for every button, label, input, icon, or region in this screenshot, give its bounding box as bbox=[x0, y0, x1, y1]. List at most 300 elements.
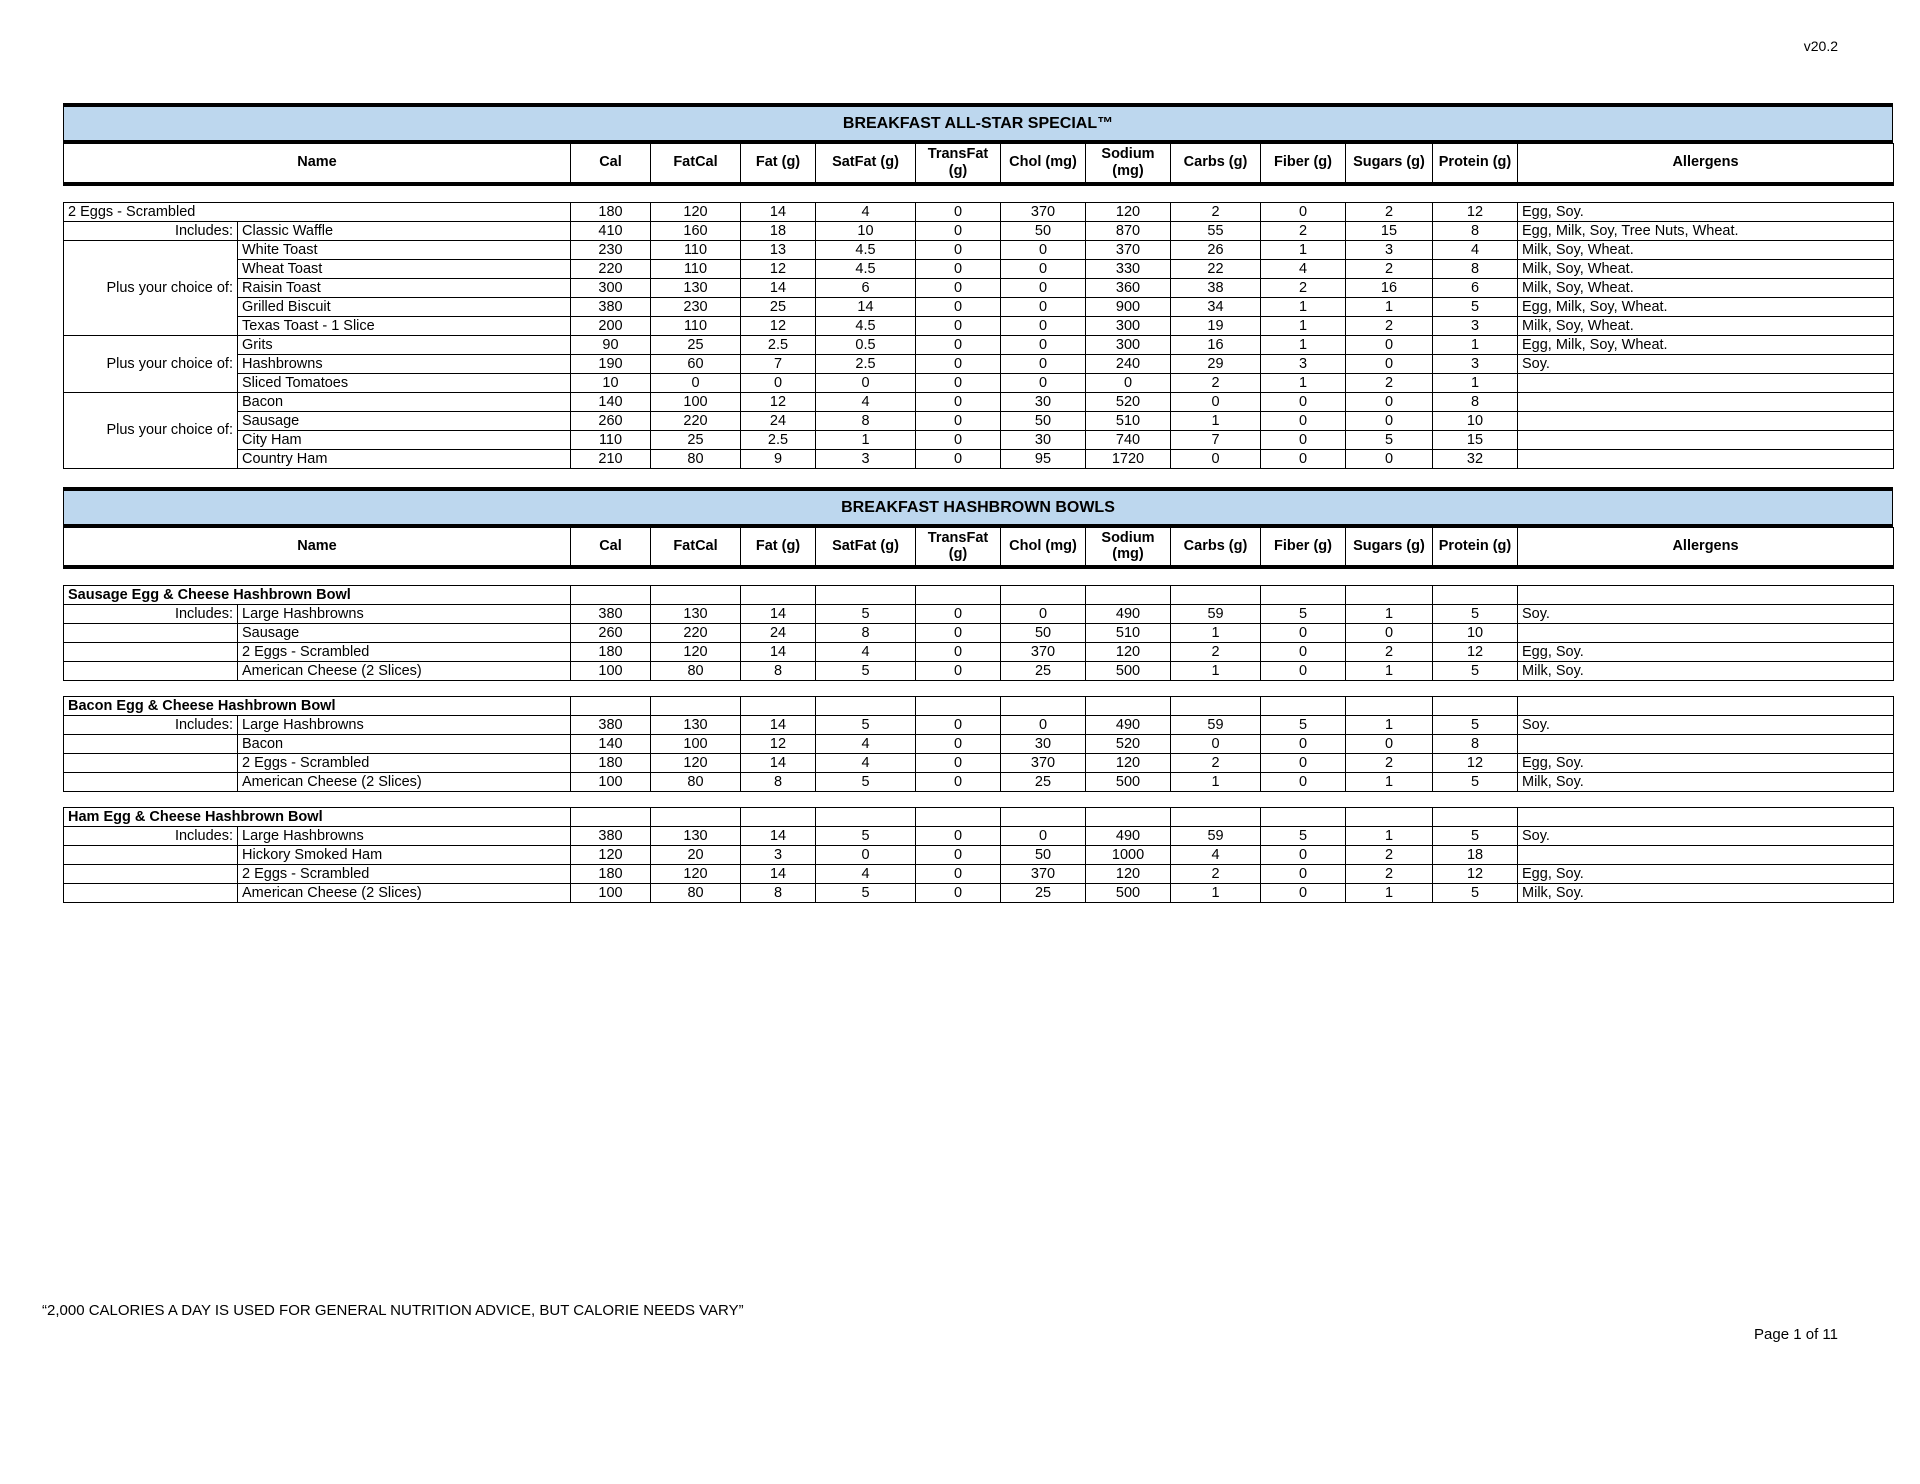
value-cell: 5 bbox=[1261, 827, 1346, 846]
value-cell: 8 bbox=[1433, 259, 1518, 278]
value-cell: 24 bbox=[741, 624, 816, 643]
value-cell: 500 bbox=[1086, 773, 1171, 792]
value-cell: 160 bbox=[651, 221, 741, 240]
value-cell: 14 bbox=[741, 865, 816, 884]
allergens-cell: Egg, Milk, Soy, Wheat. bbox=[1518, 297, 1894, 316]
value-cell: 14 bbox=[741, 716, 816, 735]
item-name-cell: Grilled Biscuit bbox=[238, 297, 571, 316]
section-title-cell: Bacon Egg & Cheese Hashbrown Bowl bbox=[64, 697, 571, 716]
value-cell: 2 bbox=[1171, 754, 1261, 773]
value-cell: 0 bbox=[1001, 716, 1086, 735]
value-cell: 380 bbox=[571, 716, 651, 735]
value-cell: 2 bbox=[1346, 259, 1433, 278]
value-cell: 14 bbox=[741, 278, 816, 297]
value-cell: 490 bbox=[1086, 716, 1171, 735]
value-cell: 5 bbox=[1433, 297, 1518, 316]
allergens-cell bbox=[1518, 586, 1894, 605]
value-cell: 5 bbox=[816, 662, 916, 681]
section-row bbox=[64, 697, 1894, 716]
section-title-cell: Sausage Egg & Cheese Hashbrown Bowl bbox=[64, 586, 571, 605]
value-cell: 12 bbox=[1433, 643, 1518, 662]
item-row bbox=[64, 624, 1894, 643]
value-cell: 2 bbox=[1261, 221, 1346, 240]
value-cell: 520 bbox=[1086, 735, 1171, 754]
value-cell: 5 bbox=[1433, 716, 1518, 735]
value-cell: 200 bbox=[571, 316, 651, 335]
value-cell: 100 bbox=[571, 773, 651, 792]
nutrition-rows bbox=[63, 202, 1894, 469]
value-cell: 0 bbox=[1261, 773, 1346, 792]
value-cell: 900 bbox=[1086, 297, 1171, 316]
value-cell: 100 bbox=[651, 735, 741, 754]
value-cell: 120 bbox=[571, 846, 651, 865]
value-cell: 2 bbox=[1171, 643, 1261, 662]
value-cell: 3 bbox=[1346, 240, 1433, 259]
allergens-cell: Soy. bbox=[1518, 605, 1894, 624]
table-body bbox=[63, 202, 1893, 469]
value-cell: 2.5 bbox=[816, 354, 916, 373]
value-cell: 30 bbox=[1001, 735, 1086, 754]
item-row bbox=[64, 354, 1894, 373]
value-cell bbox=[1433, 808, 1518, 827]
value-cell: 870 bbox=[1086, 221, 1171, 240]
value-cell: 0 bbox=[1261, 430, 1346, 449]
value-cell: 0 bbox=[1001, 354, 1086, 373]
allergens-cell: Soy. bbox=[1518, 716, 1894, 735]
value-cell: 0 bbox=[1001, 278, 1086, 297]
col-header-satfat: SatFat (g) bbox=[816, 527, 916, 567]
calorie-advice-note: “2,000 CALORIES A DAY IS USED FOR GENERAL NUTRITION ADVICE, BUT CALORIE NEEDS VARY” bbox=[42, 1302, 744, 1319]
value-cell: 0 bbox=[741, 373, 816, 392]
value-cell bbox=[651, 808, 741, 827]
group-label-cell bbox=[64, 773, 238, 792]
value-cell: 2.5 bbox=[741, 335, 816, 354]
value-cell: 4.5 bbox=[816, 240, 916, 259]
value-cell: 8 bbox=[1433, 735, 1518, 754]
value-cell: 60 bbox=[651, 354, 741, 373]
item-row bbox=[64, 259, 1894, 278]
item-row bbox=[64, 278, 1894, 297]
item-name-cell: Sausage bbox=[238, 411, 571, 430]
value-cell: 0 bbox=[916, 865, 1001, 884]
value-cell: 180 bbox=[571, 865, 651, 884]
value-cell: 6 bbox=[1433, 278, 1518, 297]
item-name-cell: 2 Eggs - Scrambled bbox=[238, 643, 571, 662]
value-cell: 300 bbox=[1086, 335, 1171, 354]
value-cell: 2 bbox=[1346, 202, 1433, 221]
table-breakfast-all-star-special bbox=[63, 103, 1893, 469]
item-row bbox=[64, 827, 1894, 846]
value-cell: 4 bbox=[816, 754, 916, 773]
value-cell: 0 bbox=[1171, 735, 1261, 754]
value-cell: 12 bbox=[1433, 202, 1518, 221]
value-cell: 0 bbox=[1346, 624, 1433, 643]
value-cell: 1 bbox=[1261, 373, 1346, 392]
allergens-cell bbox=[1518, 846, 1894, 865]
item-row bbox=[64, 846, 1894, 865]
value-cell: 0 bbox=[1171, 392, 1261, 411]
value-cell: 1 bbox=[1346, 605, 1433, 624]
table-body bbox=[63, 585, 1893, 903]
value-cell: 490 bbox=[1086, 827, 1171, 846]
value-cell bbox=[1171, 586, 1261, 605]
col-header-satfat: SatFat (g) bbox=[816, 144, 916, 184]
value-cell: 12 bbox=[1433, 754, 1518, 773]
value-cell: 15 bbox=[1346, 221, 1433, 240]
value-cell: 4 bbox=[816, 392, 916, 411]
value-cell: 4.5 bbox=[816, 259, 916, 278]
section-title-cell: Ham Egg & Cheese Hashbrown Bowl bbox=[64, 808, 571, 827]
value-cell: 2 bbox=[1171, 865, 1261, 884]
value-cell: 59 bbox=[1171, 827, 1261, 846]
value-cell: 1 bbox=[1346, 297, 1433, 316]
item-name-cell: Wheat Toast bbox=[238, 259, 571, 278]
value-cell: 50 bbox=[1001, 624, 1086, 643]
allergens-cell bbox=[1518, 373, 1894, 392]
value-cell: 1 bbox=[1261, 297, 1346, 316]
value-cell: 110 bbox=[651, 259, 741, 278]
value-cell: 0 bbox=[916, 278, 1001, 297]
item-name-cell: Bacon bbox=[238, 392, 571, 411]
value-cell: 180 bbox=[571, 643, 651, 662]
item-name-cell: Sausage bbox=[238, 624, 571, 643]
value-cell: 3 bbox=[816, 449, 916, 468]
section-row bbox=[64, 586, 1894, 605]
item-row bbox=[64, 335, 1894, 354]
value-cell: 50 bbox=[1001, 846, 1086, 865]
col-header-sodium: Sodium (mg) bbox=[1086, 527, 1171, 567]
value-cell bbox=[916, 697, 1001, 716]
item-row bbox=[64, 240, 1894, 259]
value-cell: 24 bbox=[741, 411, 816, 430]
item-row bbox=[64, 430, 1894, 449]
value-cell: 19 bbox=[1171, 316, 1261, 335]
value-cell: 32 bbox=[1433, 449, 1518, 468]
value-cell: 0 bbox=[816, 846, 916, 865]
value-cell: 220 bbox=[571, 259, 651, 278]
value-cell: 0 bbox=[1001, 316, 1086, 335]
value-cell: 59 bbox=[1171, 716, 1261, 735]
value-cell: 1 bbox=[1346, 884, 1433, 903]
value-cell: 2 bbox=[1171, 373, 1261, 392]
value-cell bbox=[741, 697, 816, 716]
value-cell bbox=[571, 586, 651, 605]
group-label-cell bbox=[64, 754, 238, 773]
value-cell: 0 bbox=[1346, 335, 1433, 354]
value-cell: 0 bbox=[816, 373, 916, 392]
value-cell: 22 bbox=[1171, 259, 1261, 278]
value-cell: 3 bbox=[1433, 316, 1518, 335]
item-row bbox=[64, 221, 1894, 240]
value-cell: 520 bbox=[1086, 392, 1171, 411]
value-cell: 0 bbox=[916, 846, 1001, 865]
value-cell: 80 bbox=[651, 884, 741, 903]
value-cell: 1 bbox=[1171, 411, 1261, 430]
value-cell: 380 bbox=[571, 297, 651, 316]
value-cell: 0 bbox=[1261, 624, 1346, 643]
value-cell: 3 bbox=[1261, 354, 1346, 373]
col-header-cal: Cal bbox=[571, 527, 651, 567]
value-cell bbox=[571, 808, 651, 827]
col-header-allergens: Allergens bbox=[1518, 144, 1894, 184]
value-cell bbox=[1001, 697, 1086, 716]
value-cell: 110 bbox=[651, 316, 741, 335]
col-header-fat: Fat (g) bbox=[741, 144, 816, 184]
value-cell: 120 bbox=[1086, 865, 1171, 884]
value-cell: 0 bbox=[1261, 202, 1346, 221]
value-cell: 4 bbox=[816, 865, 916, 884]
value-cell bbox=[1261, 697, 1346, 716]
value-cell: 120 bbox=[651, 865, 741, 884]
value-cell: 0 bbox=[916, 624, 1001, 643]
value-cell: 110 bbox=[571, 430, 651, 449]
item-name-cell: City Ham bbox=[238, 430, 571, 449]
value-cell: 2 bbox=[1261, 278, 1346, 297]
group-label-cell bbox=[64, 865, 238, 884]
value-cell bbox=[741, 586, 816, 605]
value-cell: 180 bbox=[571, 202, 651, 221]
col-header-transfat: TransFat (g) bbox=[916, 144, 1001, 184]
value-cell: 4 bbox=[1261, 259, 1346, 278]
item-name-cell: American Cheese (2 Slices) bbox=[238, 662, 571, 681]
allergens-cell bbox=[1518, 624, 1894, 643]
item-row bbox=[64, 716, 1894, 735]
value-cell: 12 bbox=[741, 259, 816, 278]
item-row bbox=[64, 202, 1894, 221]
value-cell: 2.5 bbox=[741, 430, 816, 449]
page-number: Page 1 of 11 bbox=[1754, 1326, 1838, 1343]
value-cell: 0 bbox=[1001, 605, 1086, 624]
value-cell: 180 bbox=[571, 754, 651, 773]
item-row bbox=[64, 662, 1894, 681]
value-cell: 25 bbox=[1001, 773, 1086, 792]
value-cell: 0 bbox=[916, 202, 1001, 221]
value-cell: 7 bbox=[1171, 430, 1261, 449]
value-cell: 130 bbox=[651, 827, 741, 846]
item-name-cell: Sliced Tomatoes bbox=[238, 373, 571, 392]
group-label-cell bbox=[64, 846, 238, 865]
col-header-allergens: Allergens bbox=[1518, 527, 1894, 567]
group-label-cell: Includes: bbox=[64, 716, 238, 735]
item-name-cell: American Cheese (2 Slices) bbox=[238, 773, 571, 792]
value-cell: 34 bbox=[1171, 297, 1261, 316]
item-name-cell: White Toast bbox=[238, 240, 571, 259]
item-name-cell: Grits bbox=[238, 335, 571, 354]
col-header-chol: Chol (mg) bbox=[1001, 144, 1086, 184]
value-cell bbox=[1086, 586, 1171, 605]
value-cell: 2 bbox=[1346, 373, 1433, 392]
allergens-cell: Egg, Soy. bbox=[1518, 202, 1894, 221]
value-cell: 4 bbox=[1171, 846, 1261, 865]
value-cell: 55 bbox=[1171, 221, 1261, 240]
value-cell: 120 bbox=[651, 202, 741, 221]
value-cell: 190 bbox=[571, 354, 651, 373]
item-row bbox=[64, 884, 1894, 903]
item-name-cell: Large Hashbrowns bbox=[238, 827, 571, 846]
value-cell: 5 bbox=[1261, 605, 1346, 624]
value-cell: 140 bbox=[571, 735, 651, 754]
value-cell bbox=[651, 586, 741, 605]
value-cell: 8 bbox=[816, 411, 916, 430]
value-cell: 1 bbox=[1346, 827, 1433, 846]
value-cell: 0 bbox=[1346, 354, 1433, 373]
value-cell: 12 bbox=[741, 316, 816, 335]
value-cell: 1 bbox=[1171, 884, 1261, 903]
table-breakfast-hashbrown-bowls bbox=[63, 487, 1893, 904]
value-cell: 5 bbox=[816, 827, 916, 846]
value-cell: 100 bbox=[571, 884, 651, 903]
value-cell: 0 bbox=[916, 716, 1001, 735]
value-cell: 0 bbox=[916, 884, 1001, 903]
value-cell: 10 bbox=[816, 221, 916, 240]
allergens-cell bbox=[1518, 808, 1894, 827]
value-cell: 100 bbox=[651, 392, 741, 411]
table-header bbox=[63, 143, 1894, 186]
value-cell: 2 bbox=[1346, 865, 1433, 884]
value-cell: 14 bbox=[741, 643, 816, 662]
allergens-cell: Egg, Soy. bbox=[1518, 865, 1894, 884]
value-cell: 25 bbox=[651, 335, 741, 354]
value-cell: 13 bbox=[741, 240, 816, 259]
value-cell: 16 bbox=[1346, 278, 1433, 297]
allergens-cell: Milk, Soy, Wheat. bbox=[1518, 240, 1894, 259]
value-cell: 2 bbox=[1346, 316, 1433, 335]
value-cell: 380 bbox=[571, 605, 651, 624]
value-cell: 4.5 bbox=[816, 316, 916, 335]
item-row bbox=[64, 605, 1894, 624]
value-cell: 0 bbox=[1261, 643, 1346, 662]
nutrition-rows bbox=[63, 696, 1894, 792]
item-name-cell: 2 Eggs - Scrambled bbox=[64, 202, 571, 221]
value-cell: 120 bbox=[651, 754, 741, 773]
value-cell: 6 bbox=[816, 278, 916, 297]
value-cell bbox=[816, 808, 916, 827]
value-cell: 330 bbox=[1086, 259, 1171, 278]
item-row bbox=[64, 735, 1894, 754]
value-cell: 7 bbox=[741, 354, 816, 373]
value-cell: 80 bbox=[651, 773, 741, 792]
value-cell: 370 bbox=[1001, 202, 1086, 221]
group-label-cell bbox=[64, 643, 238, 662]
value-cell bbox=[1261, 586, 1346, 605]
col-header-sugars: Sugars (g) bbox=[1346, 527, 1433, 567]
value-cell: 0 bbox=[1171, 449, 1261, 468]
value-cell: 0.5 bbox=[816, 335, 916, 354]
group-label-cell: Plus your choice of: bbox=[64, 335, 238, 392]
col-header-fiber: Fiber (g) bbox=[1261, 527, 1346, 567]
value-cell: 0 bbox=[916, 259, 1001, 278]
item-row bbox=[64, 392, 1894, 411]
value-cell: 0 bbox=[916, 827, 1001, 846]
value-cell: 120 bbox=[1086, 643, 1171, 662]
value-cell bbox=[1001, 808, 1086, 827]
value-cell: 130 bbox=[651, 278, 741, 297]
allergens-cell: Egg, Soy. bbox=[1518, 643, 1894, 662]
value-cell: 0 bbox=[916, 316, 1001, 335]
value-cell: 1 bbox=[1171, 773, 1261, 792]
value-cell: 0 bbox=[916, 221, 1001, 240]
value-cell: 1 bbox=[1261, 316, 1346, 335]
value-cell: 1 bbox=[1346, 716, 1433, 735]
table-title: BREAKFAST ALL-STAR SPECIAL™ bbox=[63, 103, 1893, 143]
value-cell: 0 bbox=[916, 430, 1001, 449]
value-cell: 210 bbox=[571, 449, 651, 468]
allergens-cell: Soy. bbox=[1518, 354, 1894, 373]
allergens-cell: Egg, Soy. bbox=[1518, 754, 1894, 773]
value-cell: 2 bbox=[1346, 643, 1433, 662]
value-cell: 1720 bbox=[1086, 449, 1171, 468]
value-cell: 4 bbox=[1433, 240, 1518, 259]
value-cell: 0 bbox=[916, 335, 1001, 354]
allergens-cell: Milk, Soy, Wheat. bbox=[1518, 278, 1894, 297]
value-cell: 1 bbox=[1171, 662, 1261, 681]
value-cell: 12 bbox=[741, 392, 816, 411]
value-cell bbox=[1171, 697, 1261, 716]
value-cell: 130 bbox=[651, 716, 741, 735]
value-cell: 8 bbox=[741, 884, 816, 903]
value-cell: 140 bbox=[571, 392, 651, 411]
item-name-cell: American Cheese (2 Slices) bbox=[238, 884, 571, 903]
value-cell: 300 bbox=[1086, 316, 1171, 335]
item-name-cell: Raisin Toast bbox=[238, 278, 571, 297]
value-cell: 0 bbox=[1001, 373, 1086, 392]
group-label-cell bbox=[64, 662, 238, 681]
value-cell: 0 bbox=[1086, 373, 1171, 392]
value-cell: 0 bbox=[1346, 449, 1433, 468]
value-cell: 8 bbox=[741, 773, 816, 792]
item-name-cell: Country Ham bbox=[238, 449, 571, 468]
col-header-transfat: TransFat (g) bbox=[916, 527, 1001, 567]
allergens-cell bbox=[1518, 697, 1894, 716]
value-cell: 240 bbox=[1086, 354, 1171, 373]
value-cell: 220 bbox=[651, 624, 741, 643]
col-header-fatcal: FatCal bbox=[651, 144, 741, 184]
group-label-cell: Includes: bbox=[64, 221, 238, 240]
value-cell: 0 bbox=[916, 773, 1001, 792]
group-label-cell: Plus your choice of: bbox=[64, 392, 238, 468]
value-cell: 29 bbox=[1171, 354, 1261, 373]
value-cell: 15 bbox=[1433, 430, 1518, 449]
value-cell bbox=[916, 586, 1001, 605]
value-cell: 0 bbox=[1261, 662, 1346, 681]
value-cell: 0 bbox=[916, 392, 1001, 411]
value-cell bbox=[1433, 697, 1518, 716]
value-cell: 0 bbox=[1001, 335, 1086, 354]
value-cell: 370 bbox=[1086, 240, 1171, 259]
value-cell: 500 bbox=[1086, 662, 1171, 681]
value-cell: 110 bbox=[651, 240, 741, 259]
value-cell: 14 bbox=[741, 605, 816, 624]
col-header-chol: Chol (mg) bbox=[1001, 527, 1086, 567]
value-cell: 4 bbox=[816, 735, 916, 754]
col-header-protein: Protein (g) bbox=[1433, 144, 1518, 184]
value-cell bbox=[1433, 586, 1518, 605]
value-cell: 370 bbox=[1001, 643, 1086, 662]
value-cell: 1 bbox=[1433, 335, 1518, 354]
value-cell: 59 bbox=[1171, 605, 1261, 624]
value-cell: 230 bbox=[651, 297, 741, 316]
col-header-fatcal: FatCal bbox=[651, 527, 741, 567]
item-row bbox=[64, 297, 1894, 316]
item-name-cell: Texas Toast - 1 Slice bbox=[238, 316, 571, 335]
value-cell: 9 bbox=[741, 449, 816, 468]
value-cell: 120 bbox=[651, 643, 741, 662]
value-cell bbox=[1346, 697, 1433, 716]
value-cell bbox=[916, 808, 1001, 827]
item-name-cell: Hashbrowns bbox=[238, 354, 571, 373]
value-cell: 95 bbox=[1001, 449, 1086, 468]
value-cell: 3 bbox=[741, 846, 816, 865]
